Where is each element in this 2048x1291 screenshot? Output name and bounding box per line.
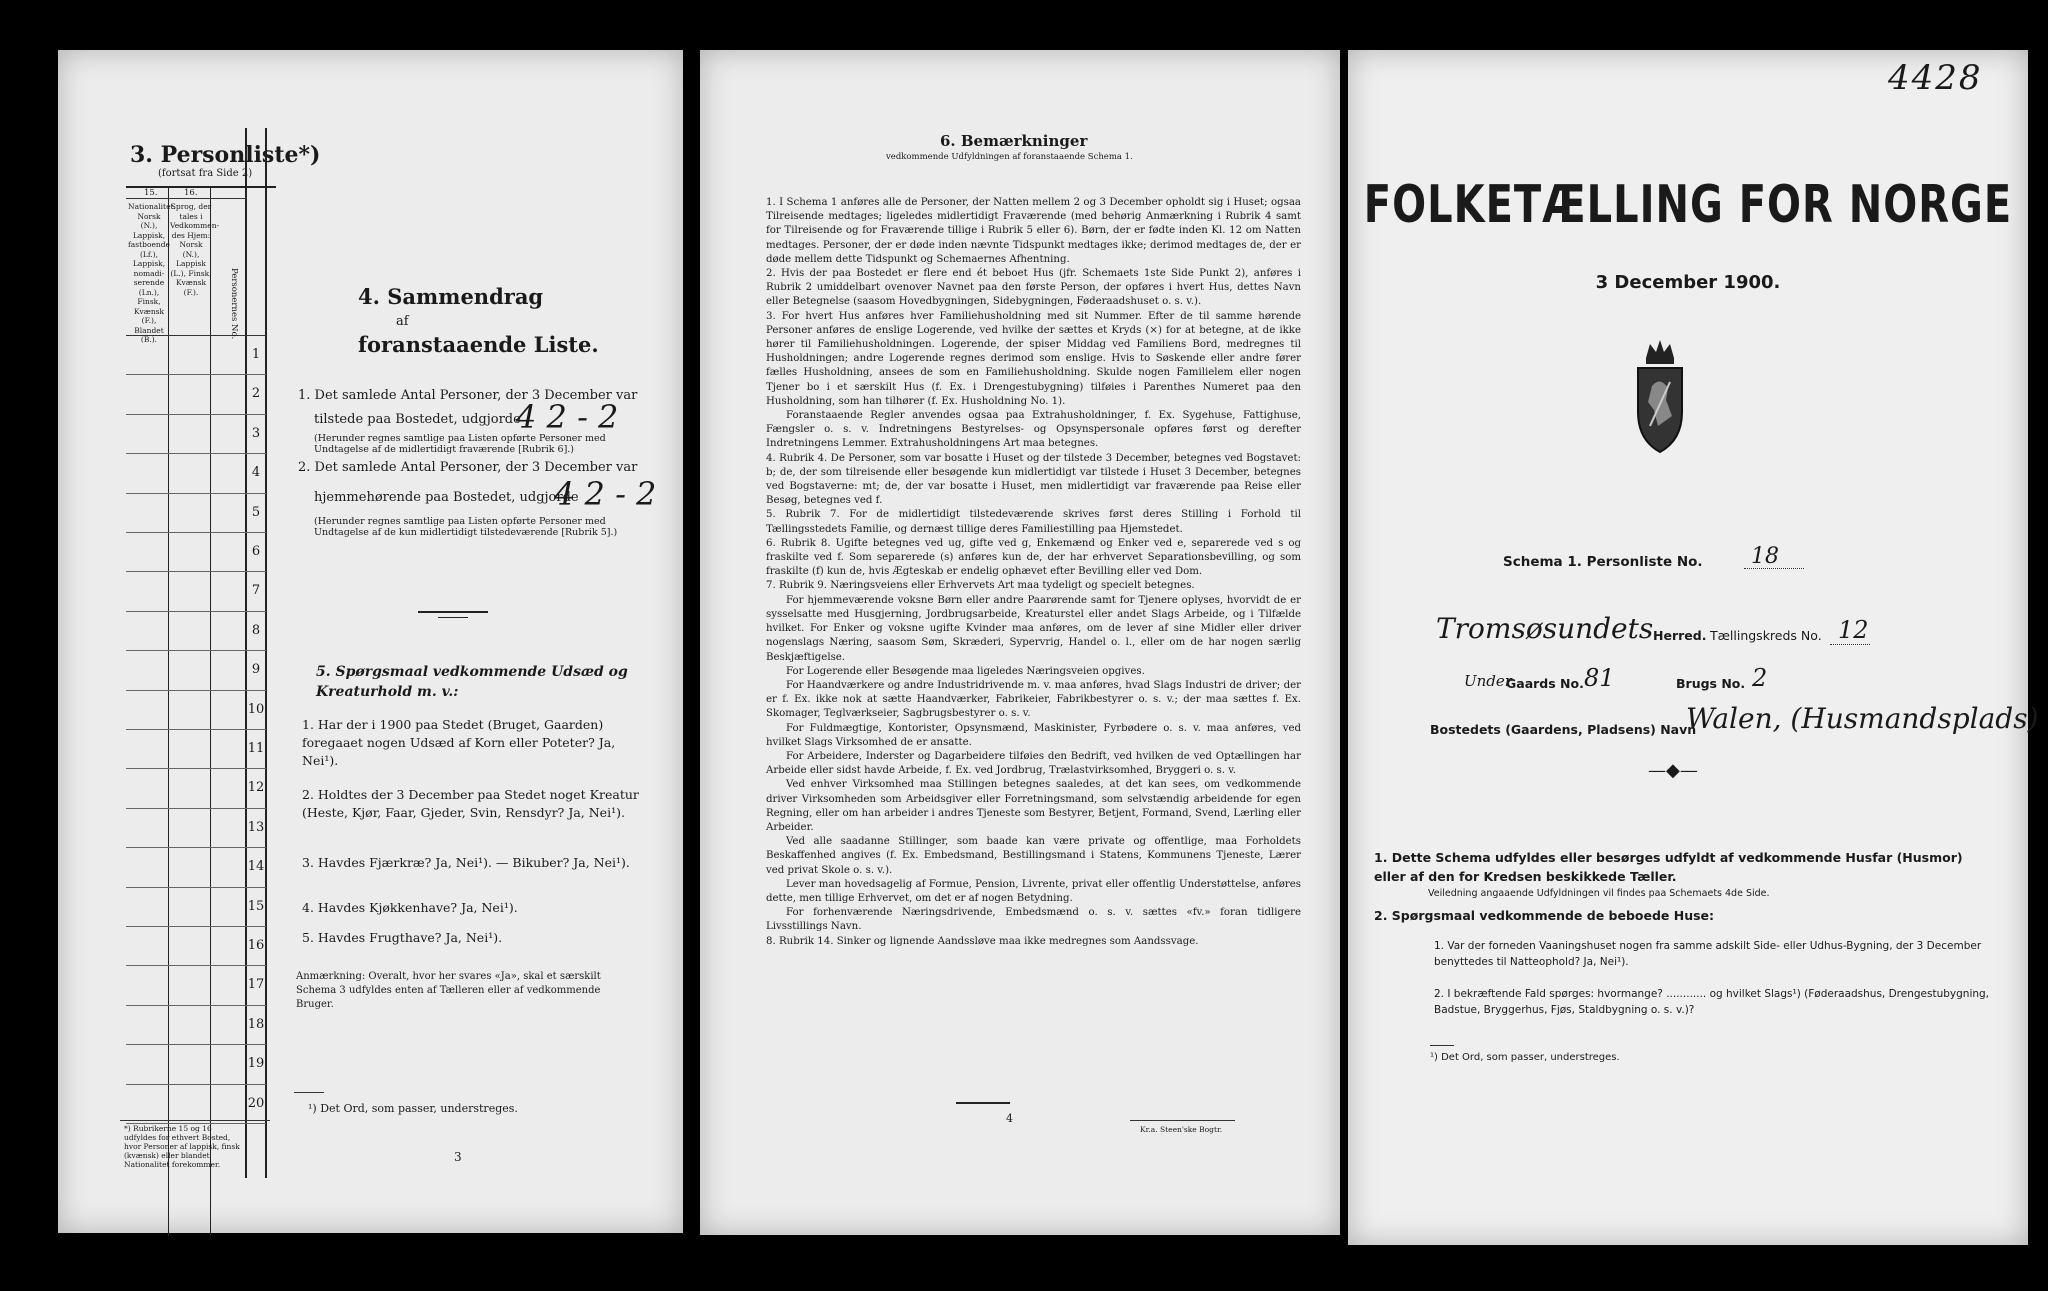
s5-question-5: 5. Havdes Frugthave? Ja, Nei¹). — [302, 930, 503, 945]
remarks-list — [766, 196, 1301, 949]
house-question-2: 2. I bekræftende Fald spørges: hvormange? ............ og hvilket Slags¹) (Føderaadshus, Drengestubygning, Badstue, Bryggerhus, Fjøs, Staldbygning o. s. v.)? — [1434, 988, 1990, 1016]
col15-number: 15. — [144, 188, 158, 198]
underline — [1830, 644, 1870, 645]
col16-number: 16. — [184, 188, 198, 198]
personliste-heading: 3. Personliste*) — [130, 142, 321, 168]
remark-item: For Fuldmægtige, Kontorister, Opsynsmænd, Maskinister, Fyrbødere o. s. v. maa anføres, ved hvilket Slags Virksomhed de er ansatte. — [766, 722, 1301, 748]
col15-header: Nationalitet. Norsk (N.), Lappisk, fastboende (Lf.), Lappisk, nomadi- serende (Ln.), Finsk, Kvænsk (F.), Blandet (B.). — [128, 202, 176, 344]
kreds-label: Tællingskreds No. — [1710, 628, 1822, 643]
remark-item: 6. Rubrik 8. Ugifte betegnes ved ug, gifte ved g, Enkemænd og Enker ved e, separerede ved s og fraskilte ved f. Som separerede (s) anføres kun de, der har erhvervet Separationsbevilling, og som fraskilte (f) kun de, hvis Ægteskab er endelig ophævet efter Bevilling eller ved Dom. — [766, 537, 1301, 578]
row-number: 18 — [247, 1016, 265, 1032]
q1-text: 1. Det samlede Antal Personer, der 3 December var — [298, 388, 638, 403]
row-number: 5 — [251, 504, 261, 520]
page-number: 4 — [1006, 1112, 1013, 1125]
underline — [1744, 568, 1804, 569]
bosted-label: Bostedets (Gaardens, Pladsens) Navn — [1430, 722, 1697, 737]
ornament-icon: —◆— — [1648, 760, 1698, 781]
q2-text: 2. Det samlede Antal Personer, der 3 December var — [298, 460, 638, 475]
col16-header: Sprog, der tales i Vedkommen- des Hjem: Norsk (N.), Lappisk (L.), Finsk, Kvænsk (F.). — [170, 202, 220, 297]
row-number: 14 — [247, 859, 265, 875]
section5-title: 5. Spørgsmaal vedkommende Udsæd og Kreaturhold m. v.: — [316, 664, 628, 700]
row-rule — [126, 453, 266, 454]
row-number: 15 — [247, 898, 265, 914]
remark-item: 1. I Schema 1 anføres alle de Personer, der Natten mellem 2 og 3 December opholdt sig i Huset; ogsaa Tilreisende medtages; ligeledes midlertidigt Fraværende (med behørig Anmærkning i Rubrik 4 samt for Tilreisende og for Fraværende tillige i Rubrik 5 eller 6). Børn, der er fødte inden Kl. 12 om Natten medtages. Personer, der er døde inden nævnte Tidspunkt medtages ikke; derimod medtages de, der er døde mellem dette Tidspunkt og Schemaernes Afhentning. — [766, 197, 1301, 265]
remark-item: 4. Rubrik 4. De Personer, som var bosatte i Huset og der tilstede 3 December, betegnes ved Bogstavet: b; de, der som tilreisende eller besøgende kun midlertidigt var tilstede i Huset 3 December, betegnes ved Bogstaverne: mt; de, der var bosatte i Huset, men midlertidigt var fraværende paa Reise eller Besøg, betegnes ved f. — [766, 452, 1301, 507]
remark-item: 5. Rubrik 7. For de midlertidigt tilstedeværende skrives først deres Stilling i Forhold til Tællingsstedets Familie, og dernæst tillige deres Familiestilling paa Hjemstedet. — [766, 509, 1301, 535]
row-rule — [126, 571, 266, 572]
row-number: 10 — [247, 701, 265, 717]
row-rule — [126, 493, 266, 494]
archive-number: 4428 — [1888, 58, 1983, 98]
q2-note: (Herunder regnes samtlige paa Listen opførte Personer med Undtagelse af de kun midlertidigt tilstedeværende [Rubrik 5].) — [314, 516, 618, 538]
bosted-value: Walen, (Husmandsplads) — [1686, 702, 2039, 735]
remark-item: For forhenværende Næringsdrivende, Embedsmænd o. s. v. sættes «fv.» foran tidligere Livsstillings Navn. — [766, 907, 1301, 933]
row-number: 1 — [251, 347, 261, 362]
q1-note: (Herunder regnes samtlige paa Listen opførte Personer med Undtagelse af de midlertidigt fraværende [Rubrik 6].) — [314, 433, 606, 455]
footnote: ¹) Det Ord, som passer, understreges. — [1430, 1052, 1620, 1063]
row-number: 16 — [247, 938, 265, 953]
coat-of-arms-icon — [1628, 336, 1692, 456]
row-rule — [126, 374, 266, 375]
page-left — [58, 50, 683, 1233]
brugs-label: Brugs No. — [1676, 676, 1746, 691]
section6-title: 6. Bemærkninger — [940, 132, 1088, 150]
row-number: 3 — [251, 425, 261, 441]
instruction-2: 2. Spørgsmaal vedkommende de beboede Huse: — [1374, 908, 1715, 923]
gaards-prefix: Under — [1464, 672, 1512, 690]
house-question-1: 1. Var der forneden Vaaningshuset nogen fra samme adskilt Side- eller Udhus-Bygning, der 3 December benyttedes til Natteophold? Ja, Nei¹). — [1434, 940, 1982, 968]
col-personnr-header: Personernes No. — [229, 268, 239, 340]
row-number: 17 — [247, 977, 265, 993]
remark-item: Ved alle saadanne Stillinger, som baade kan være private og offentlige, maa Forholdets Beskaffenhed angives (f. Ex. Embedsmand, Bestillingsmand i Statens, Kommunens Tjeneste, Lærer ved privat Skole o. s. v.). — [766, 836, 1301, 876]
row-rule — [126, 1084, 266, 1085]
row-number: 12 — [247, 780, 265, 796]
section4-title: 4. Sammendrag — [358, 284, 544, 309]
census-title: FOLKETÆLLING FOR NORGE — [1363, 175, 2013, 235]
footnote-rule — [1430, 1045, 1454, 1046]
footnote: ¹) Det Ord, som passer, understreges. — [308, 1102, 518, 1115]
row-rule — [126, 1005, 266, 1006]
section4-title2: foranstaaende Liste. — [358, 332, 599, 357]
page-middle — [700, 50, 1340, 1235]
schema-label: Schema 1. Personliste No. — [1503, 554, 1703, 570]
s5-question-2: 2. Holdtes der 3 December paa Stedet noget Kreatur (Heste, Kjør, Faar, Gjeder, Svin, Rensdyr? Ja, Nei¹). — [302, 787, 639, 820]
herred-value: Tromsøsundets — [1436, 612, 1654, 645]
personliste-subheading: (fortsat fra Side 2) — [158, 168, 253, 179]
instruction-1-sub: Veiledning angaaende Udfyldningen vil findes paa Schemaets 4de Side. — [1428, 888, 1770, 899]
divider — [438, 617, 468, 618]
row-rule — [126, 808, 266, 809]
row-rule — [126, 1044, 266, 1045]
q2-text-b: hjemmehørende paa Bostedet, udgjorde — [314, 490, 579, 505]
remark-item: For Arbeidere, Inderster og Dagarbeidere tilføies den Bedrift, ved hvilken de ved Optællingen har Arbeide eller sidst havde Arbeide, f. Ex. ved Jordbrug, Trælastvirksomhed, Bryggeri o. s. v. — [766, 750, 1301, 777]
herred-label: Herred. — [1653, 628, 1707, 643]
instruction-1: 1. Dette Schema udfyldes eller besørges udfyldt af vedkommende Husfar (Husmor) eller af den for Kredsen beskikkede Tæller. — [1374, 850, 1963, 884]
row-rule — [126, 414, 266, 415]
row-rule — [126, 611, 266, 612]
row-number: 13 — [247, 819, 265, 835]
printer-rule — [1130, 1120, 1235, 1121]
footnote-nationality: *) Rubrikerne 15 og 16 udfyldes for ethvert Bosted, hvor Personer af lappisk, finsk (kvænsk) eller blandet Nationalitet forekommer. — [124, 1124, 240, 1169]
row-number: 11 — [247, 741, 265, 756]
table-divider — [210, 186, 211, 1236]
footnote-rule — [120, 1120, 270, 1121]
row-rule — [126, 768, 266, 769]
remark-item: For Logerende eller Besøgende maa ligeledes Næringsveien opgives. — [786, 665, 1145, 677]
row-number: 2 — [251, 386, 261, 402]
s5-question-3: 3. Havdes Fjærkræ? Ja, Nei¹). — Bikuber? Ja, Nei¹). — [302, 855, 630, 870]
table-rule — [126, 198, 246, 199]
kreds-value: 12 — [1838, 616, 1869, 644]
row-number: 19 — [247, 1056, 265, 1072]
remark-item: For hjemmeværende voksne Børn eller andre Paarørende samt for Tjenere oplyses, hvorvidt de er sysselsatte med Husgjerning, Jordbrugsarbeide, Kreaturstel eller andet Slags Arbeide, og i Tilfælde hvilket. For Enker og voksne ugifte Kvinder maa anføres, om de lever af sine Midler eller driver nogenslags Næring, saasom Søm, Skræderi, Sypervrig, Handel o. l., eller om de har nogen særlig Beskjæftigelse. — [766, 594, 1301, 663]
remark-item: Lever man hovedsagelig af Formue, Pension, Livrente, privat eller offentlig Understøttelse, anføres dette, men tillige Erhvervet, om det er af nogen Betydning. — [766, 878, 1301, 904]
row-number: 6 — [251, 544, 261, 559]
row-number: 9 — [251, 662, 261, 678]
gaards-label: Gaards No. — [1506, 676, 1584, 691]
remark-item: 2. Hvis der paa Bostedet er flere end ét beboet Hus (jfr. Schemaets 1ste Side Punkt 2), anføres i Rubrik 2 umiddelbart ovenover Navnet paa den første Person, der opføres i hvert Hus, dettes Navn eller Betegnelse (saasom Hovedbygningen, Sidebygningen, Føderaadshuset o. s. v.). — [766, 268, 1301, 308]
row-number: 20 — [247, 1095, 265, 1111]
gaards-value: 81 — [1584, 664, 1615, 692]
row-number: 7 — [251, 583, 261, 599]
remark-item: Ved enhver Virksomhed maa Stillingen betegnes saaledes, at det kan sees, om vedkommende driver Virksomheden som Arbeidsgiver eller Forretningsmand, som selvstændig arbeidende for egen Regning, eller om han arbeider i andres Tjeneste som Bestyrer, Betjent, Formand, Svend, Lærling eller Arbeider. — [766, 779, 1301, 833]
divider — [956, 1102, 1010, 1104]
section6-subtitle: vedkommende Udfyldningen af foranstaaende Schema 1. — [886, 152, 1133, 162]
footnote-rule — [294, 1092, 324, 1093]
row-rule — [126, 690, 266, 691]
q1-handwritten-value: 4 2 - 2 — [516, 398, 619, 436]
row-rule — [126, 926, 266, 927]
row-number: 4 — [251, 465, 261, 481]
brugs-value: 2 — [1752, 664, 1768, 692]
anmaerkning: Anmærkning: Overalt, hvor her svares «Ja», skal et særskilt Schema 3 udfyldes enten af Tælleren eller af vedkommende Bruger. — [296, 971, 601, 1010]
printer-name: Kr.a. Steen'ske Bogtr. — [1140, 1125, 1223, 1134]
q2-handwritten-value: 4 2 - 2 — [554, 475, 657, 513]
page-right — [1348, 50, 2039, 1245]
remark-item: 8. Rubrik 14. Sinker og lignende Aandssløve maa ikke medregnes som Aandssvage. — [766, 935, 1199, 947]
remark-item: For Haandværkere og andre Industridrivende m. v. maa anføres, hvad Slags Industri de driver; der er f. Ex. ikke nok at sætte Haandværker, Fabrikeier, Fabrikbestyrer o. s. v.; der maa sættes f. Ex. Skomager, Teglværkseier, Sagbrugsbestyrer o. s. v. — [766, 679, 1301, 720]
row-rule — [126, 965, 266, 966]
q1-text-b: tilstede paa Bostedet, udgjorde — [314, 412, 521, 427]
remark-item: 7. Rubrik 9. Næringsveiens eller Erhvervets Art maa tydeligt og specielt betegnes. — [766, 580, 1195, 592]
divider — [418, 611, 488, 613]
row-number: 8 — [251, 622, 261, 638]
row-rule — [126, 847, 266, 848]
schema-number-value: 18 — [1751, 544, 1779, 569]
census-date: 3 December 1900. — [1595, 272, 1781, 293]
row-rule — [126, 887, 266, 888]
remark-item: 3. For hvert Hus anføres hver Familiehusholdning med sit Nummer. Efter de til samme hørende Personer anføres de enslige Logerende, ved hvilke der sættes et Kryds (×) for at betegne, at de ikke hører til Familiehusholdningen. Logerende, der spiser Middag ved Familiens Bord, medregnes til Husholdningen; andre Logerende regnes derimod som enslige. Hvis to Søskende eller andre fører fælles Husholdning, ansees de som en Familiehusholdning. Skulde nogen Familielem eller nogen Tjener bo i et særskilt Hus (f. Ex. i Drengestubygning) tilføies i Parenthes Numeret paa den Husholdning, som han tilhører (f. Ex. Husholdning No. 1). — [766, 310, 1301, 407]
s5-question-1: 1. Har der i 1900 paa Stedet (Bruget, Gaarden) foregaaet nogen Udsæd af Korn eller Poteter? Ja, Nei¹). — [302, 717, 616, 768]
section4-af: af — [396, 314, 409, 329]
remark-item: Foranstaaende Regler anvendes ogsaa paa Extrahusholdninger, f. Ex. Sygehuse, Fattighuse, Fængsler o. s. v. Indretningens Bestyrelses- og Opsynspersonale opføres først og derefter Indretningens Lemmer. Extrahusholdningens Art maa betegnes. — [766, 410, 1301, 450]
page-number: 3 — [454, 1150, 462, 1164]
row-rule — [126, 650, 266, 651]
row-rule — [126, 729, 266, 730]
s5-question-4: 4. Havdes Kjøkkenhave? Ja, Nei¹). — [302, 900, 518, 915]
row-rule — [126, 532, 266, 533]
